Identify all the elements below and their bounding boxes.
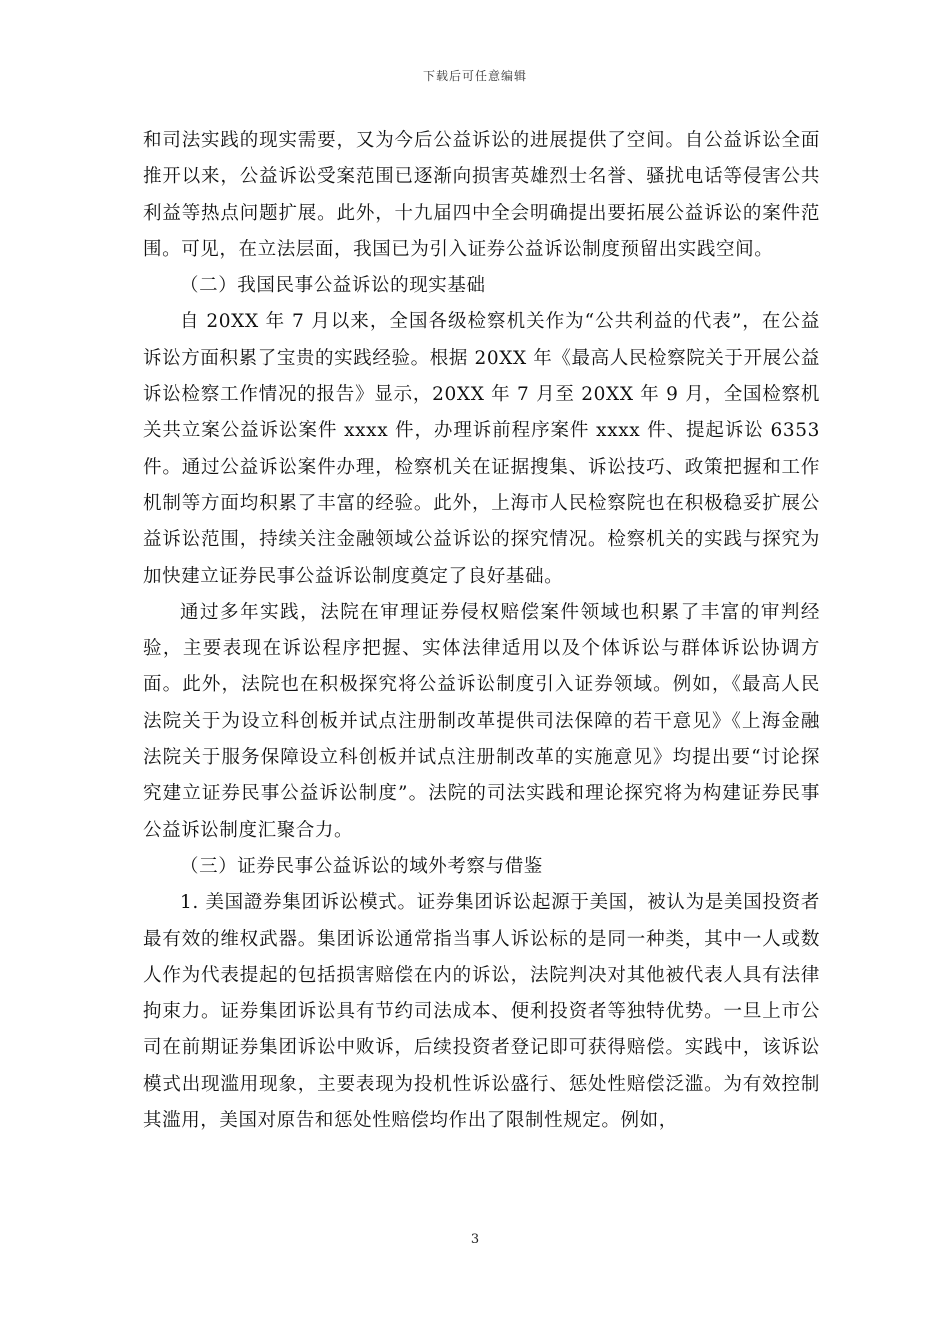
- paragraph-continuation: 和司法实践的现实需要，又为今后公益诉讼的进展提供了空间。自公益诉讼全面推开以来，公益诉讼受案范围已逐渐向损害英雄烈士名誉、骚扰电话等侵害公共利益等热点问题扩展。此外，十九届四中全会明确提出要拓展公益诉讼的案件范围。可见，在立法层面，我国已为引入证券公益诉讼制度预留出实践空间。: [143, 130, 820, 260]
- paragraph-procuratorate: 自 20XX 年 7 月以来，全国各级检察机关作为“公共利益的代表”，在公益诉讼方面积累了宝贵的实践经验。根据 20XX 年《最高人民检察院关于开展公益诉讼检察工作情况的报告》显示，20XX 年 7 月至 20XX 年 9 月，全国检察机关共立案公益诉讼案件 xxxx 件，办理诉前程序案件 xxxx 件、提起诉讼 6353 件。通过公益诉讼案件办理，检察机关在证据搜集、诉讼技巧、政策把握和工作机制等方面均积累了丰富的经验。此外，上海市人民检察院也在积极稳妥扩展公益诉讼范围，持续关注金融领域公益诉讼的探究情况。检察机关的实践与探究为加快建立证券民事公益诉讼制度奠定了良好基础。: [143, 311, 820, 587]
- header-note: 下载后可任意编辑: [422, 69, 527, 83]
- paragraph-us-class-action: 1. 美国證券集团诉讼模式。证券集团诉讼起源于美国，被认为是美国投资者最有效的维权武器。集团诉讼通常指当事人诉讼标的是同一种类，其中一人或数人作为代表提起的包括损害赔偿在内的诉讼，法院判决对其他被代表人具有法律拘束力。证券集团诉讼具有节约司法成本、便利投资者等独特优势。一旦上市公司在前期证券集团诉讼中败诉，后续投资者登记即可获得赔偿。实践中，该诉讼模式出现滥用现象，主要表现为投机性诉讼盛行、惩处性赔偿泛滥。为有效控制其滥用，美国对原告和惩处性赔偿均作出了限制性规定。例如，: [143, 892, 820, 1132]
- section-heading-2: （二）我国民事公益诉讼的现实基础: [180, 275, 486, 297]
- section-heading-3: （三）证券民事公益诉讼的域外考察与借鉴: [180, 855, 543, 877]
- page-number: 3: [470, 1232, 480, 1247]
- paragraph-courts: 通过多年实践，法院在审理证券侵权赔偿案件领域也积累了丰富的审判经验，主要表现在诉讼程序把握、实体法律适用以及个体诉讼与群体诉讼协调方面。此外，法院也在积极探究将公益诉讼制度引入证券领域。例如，《最高人民法院关于为设立科创板并试点注册制改革提供司法保障的若干意见》《上海金融法院关于服务保障设立科创板并试点注册制改革的实施意见》均提出要“讨论探究建立证券民事公益诉讼制度”。法院的司法实践和理论探究将为构建证券民事公益诉讼制度汇聚合力。: [143, 601, 820, 841]
- document-body: [143, 123, 820, 1139]
